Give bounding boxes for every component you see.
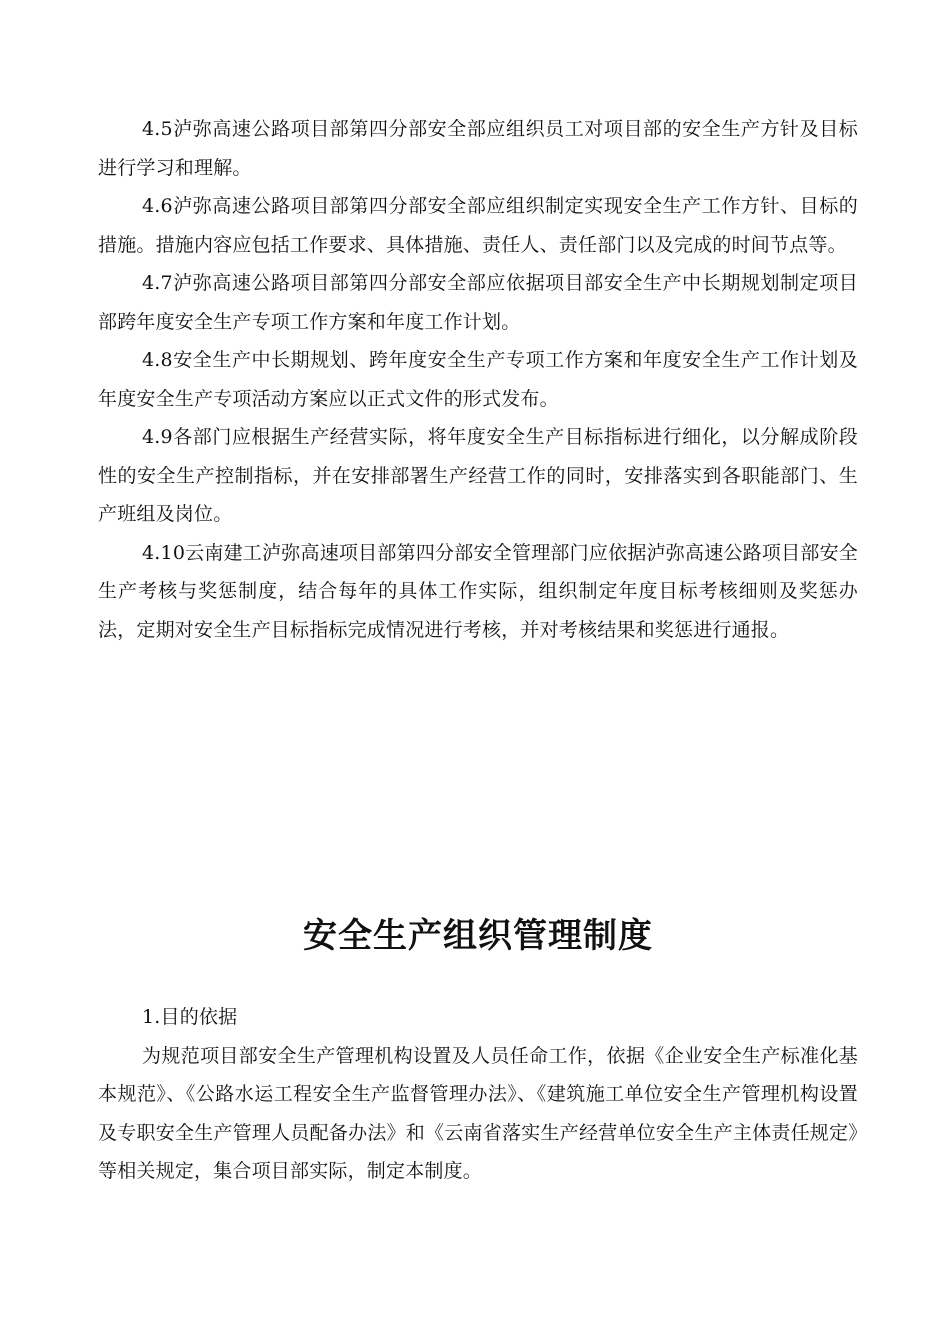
previous-section-body (98, 110, 858, 649)
paragraph-4-9: 4.9各部门应根据生产经营实际，将年度安全生产目标指标进行细化，以分解成阶段性的安全生产控制指标，并在安排部署生产经营工作的同时，安排落实到各职能部门、生产班组及岗位。 (98, 426, 858, 525)
document-title: 安全生产组织管理制度 (303, 916, 653, 956)
paragraph-4-5: 4.5泸弥高速公路项目部第四分部安全部应组织员工对项目部的安全生产方针及目标进行学习和理解。 (98, 118, 858, 179)
paragraph-4-10: 4.10云南建工泸弥高速项目部第四分部安全管理部门应依据泸弥高速公路项目部安全生产考核与奖惩制度，结合每年的具体工作实际，组织制定年度目标考核细则及奖惩办法，定期对安全生产目标指标完成情况进行考核，并对考核结果和奖惩进行通报。 (98, 541, 858, 641)
section-heading: 1.目的依据 (142, 1006, 238, 1028)
purpose-paragraph: 为规范项目部安全生产管理机构设置及人员任命工作，依据《企业安全生产标准化基本规范》、《公路水运工程安全生产监督管理办法》、《建筑施工单位安全生产管理机构设置及专职安全生产管理人员配备办法》和《云南省落实生产经营单位安全生产主体责任规定》等相关规定，集合项目部实际，制定本制度。 (98, 1044, 858, 1182)
paragraph-4-7: 4.7泸弥高速公路项目部第四分部安全部应依据项目部安全生产中长期规划制定项目部跨年度安全生产专项工作方案和年度工作计划。 (98, 272, 858, 333)
paragraph-4-6: 4.6泸弥高速公路项目部第四分部安全部应组织制定实现安全生产工作方针、目标的措施。措施内容应包括工作要求、具体措施、责任人、责任部门以及完成的时间节点等。 (98, 195, 858, 256)
section-purpose-basis (98, 998, 858, 1191)
paragraph-4-8: 4.8安全生产中长期规划、跨年度安全生产专项工作方案和年度安全生产工作计划及年度安全生产专项活动方案应以正式文件的形式发布。 (98, 349, 858, 410)
